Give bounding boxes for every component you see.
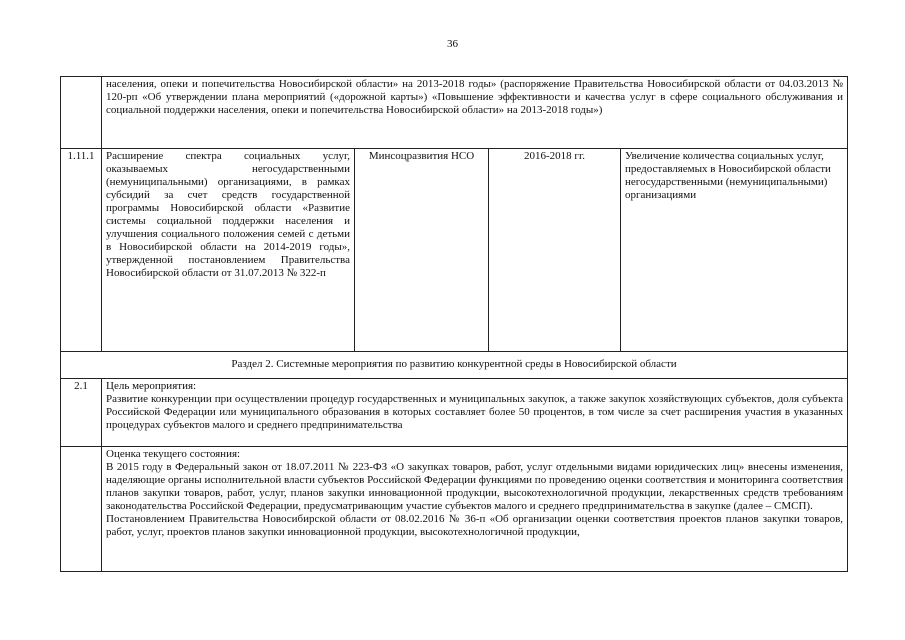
section-title: Раздел 2. Системные мероприятия по развитию конкурентной среды в Новосибирской области <box>61 352 848 379</box>
item-description: Расширение спектра социальных услуг, оказываемых негосударственными (немуниципальными) организациями, в рамках субсидий за счет средств государственной программы Новосибирской области «Развитие системы социальной поддержки населения и улучшения социального положения семей с детьми в Новосибирской области на 2014-2019 годы», утвержденной постановлением Правительства Новосибирской области от 31.07.2013 № 322-п <box>102 149 355 352</box>
assessment-cell <box>102 447 848 572</box>
continuation-text: населения, опеки и попечительства Новосибирской области» на 2013-2018 годы» (распоряжение Правительства Новосибирской области от 04.03.2013 № 120-рп «Об утверждении плана мероприятий («дорожной карты») «Повышение эффективности и качества услуг в сфере социального обслуживания и социальной поддержки населения, опеки и попечительства Новосибирской области» на 2013-2018 годы») <box>102 77 848 149</box>
item-executor: Минсоцразвития НСО <box>355 149 489 352</box>
table-row-assessment <box>61 447 848 572</box>
goal-cell <box>102 379 848 447</box>
table-row-1-11-1 <box>61 149 848 352</box>
assessment-paragraph-1: В 2015 году в Федеральный закон от 18.07.2011 № 223-ФЗ «О закупках товаров, работ, услуг отдельными видами юридических лиц» внесены изменения, наделяющие органы исполнительной власти субъектов Российской Федерации функциями по проведению оценки соответствия и мониторинга соответствия планов закупки товаров, работ, услуг, планов закупки инновационной продукции, высокотехнологичной продукции, лекарственных средств требованиям законодательства Российской Федерации, предусматривающим участие субъектов малого и среднего предпринимательства в закупке (далее – СМСП). <box>106 461 844 512</box>
table-row-section-2 <box>61 352 848 379</box>
assessment-paragraph-2: Постановлением Правительства Новосибирской области от 08.02.2016 № 36-п «Об организации оценки соответствия проектов планов закупки товаров, работ, услуг, проектов планов закупки инновационной продукции, высокотехнологичной продукции, <box>106 513 844 538</box>
item-number: 1.11.1 <box>61 149 102 352</box>
assessment-label: Оценка текущего состояния: <box>106 448 241 460</box>
number-cell-empty <box>61 77 102 149</box>
item-result: Увеличение количества социальных услуг, предоставляемых в Новосибирской области негосударственными (немуниципальными) организациями <box>621 149 848 352</box>
table-row-continuation <box>61 77 848 149</box>
table-row-2-1 <box>61 379 848 447</box>
item-period: 2016-2018 гг. <box>489 149 621 352</box>
goal-text: Развитие конкуренции при осуществлении процедур государственных и муниципальных закупок, а также закупок хозяйствующих субъектов, доля субъекта Российской Федерации или муниципального образования в которых составляет более 50 процентов, в том числе за счет расширения участия в указанных процедурах субъектов малого и среднего предпринимательства <box>106 393 844 431</box>
number-cell-empty <box>61 447 102 572</box>
page-number: 36 <box>447 38 458 50</box>
goal-label: Цель мероприятия: <box>106 380 197 392</box>
item-number: 2.1 <box>61 379 102 447</box>
measures-table <box>60 76 848 572</box>
